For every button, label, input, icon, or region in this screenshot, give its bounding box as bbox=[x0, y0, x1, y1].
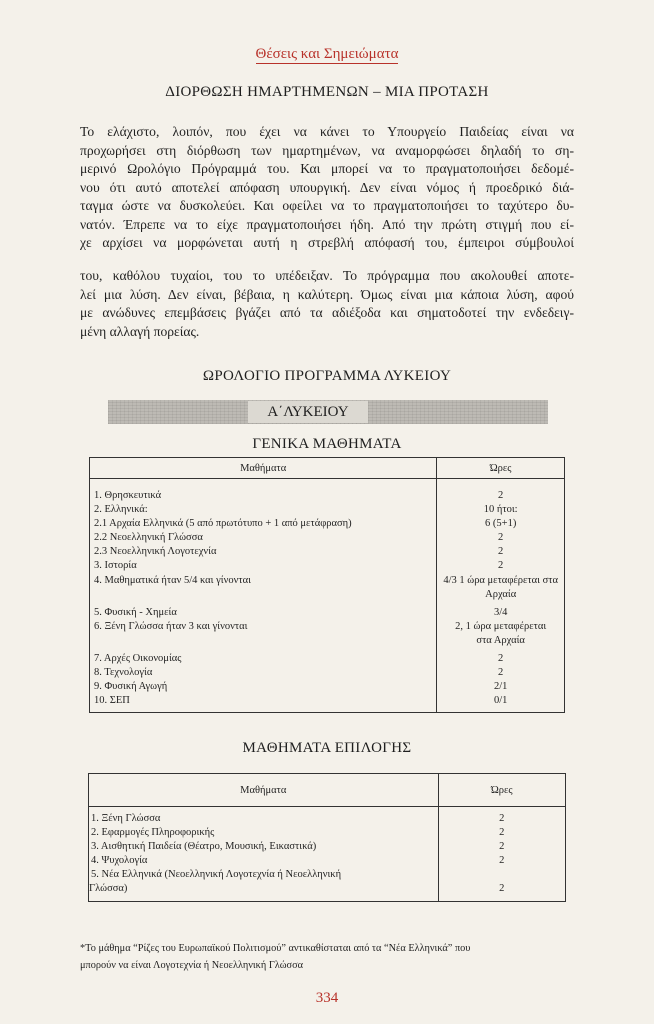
table-row: 2. Ελληνικά: bbox=[94, 504, 148, 516]
table-row: 2.3 Νεοελληνική Λογοτεχνία bbox=[94, 546, 217, 558]
table-row: 7. Αρχές Οικονομίας bbox=[94, 653, 182, 665]
running-head: Θέσεις και Σημειώματα bbox=[255, 46, 399, 62]
table-row: 5. Φυσική - Χημεία bbox=[94, 606, 177, 618]
paragraph-2 bbox=[80, 267, 574, 341]
table-row: Γλώσσα) bbox=[89, 883, 128, 895]
text-line: με ανώδυνες επεμβάσεις βγάζει από τα αδιέξοδα και σηματοδοτεί την ενδεδειγ- bbox=[80, 305, 574, 320]
elective-subjects-table bbox=[88, 773, 566, 902]
table-row: 5. Νέα Ελληνικά (Νεοελληνική Λογοτεχνία ή Νεοελληνική bbox=[91, 869, 342, 881]
table-row: 3. Ιστορία bbox=[94, 560, 137, 572]
hours-value: 6 (5+1) bbox=[485, 518, 517, 530]
hours-value: Αρχαία bbox=[485, 588, 517, 600]
header-hours: Ώρες bbox=[438, 774, 565, 807]
text-line: ταγμα ώστε να δυσκολεύει. Και οφείλει να το πραγματοποιήσει το ταχύτερο δυ- bbox=[80, 198, 574, 213]
page-number: 334 bbox=[315, 990, 339, 1006]
table-row: 10. ΣΕΠ bbox=[94, 695, 130, 707]
article-title: ΔΙΟΡΘΩΣΗ ΗΜΑΡΤΗΜΕΝΩΝ – ΜΙΑ ΠΡΟΤΑΣΗ bbox=[165, 84, 489, 100]
hours-value: 2 bbox=[499, 855, 505, 867]
table-row: 8. Τεχνολογία bbox=[94, 667, 153, 679]
hours-value: 2 bbox=[498, 490, 504, 501]
footnote-line: μπορούν να είναι Λογοτεχνία ή Νεοελληνική Γλώσσα bbox=[80, 960, 304, 971]
table-header-row bbox=[90, 458, 565, 479]
hours-value: 2 bbox=[499, 841, 505, 853]
table-body-row bbox=[89, 807, 566, 902]
text-line: μερινό Ωρολόγιο Πρόγραμμά του. Και μπορεί να το πραγματοποιήσει δεδομέ- bbox=[80, 161, 574, 176]
text-line: μένη αλλαγή πορείας. bbox=[80, 323, 200, 339]
text-line: Το ελάχιστο, λοιπόν, που έχει να κάνει το Υπουργείο Παιδείας είναι να bbox=[80, 124, 574, 139]
hours-value: στα Αρχαία bbox=[476, 634, 525, 646]
grade-label: Α΄ΛΥΚΕΙΟΥ bbox=[248, 401, 368, 423]
hours-value: 4/3 1 ώρα μεταφέρεται στα bbox=[443, 574, 558, 586]
footnote bbox=[80, 940, 580, 974]
hours-cell bbox=[437, 479, 565, 713]
text-line: λεί μια λύση. Δεν είναι, βέβαια, η καλύτερη. Όμως είναι μια κάποια λύση, αφού bbox=[80, 286, 574, 302]
subjects-cell bbox=[90, 479, 437, 713]
table-row: 9. Φυσική Αγωγή bbox=[94, 681, 168, 693]
table-body-row bbox=[90, 479, 565, 713]
header-subjects: Μαθήματα bbox=[89, 774, 439, 807]
hours-value: 2 bbox=[499, 813, 505, 824]
subjects-cell bbox=[89, 807, 439, 902]
text-line: νατόν. Έπρεπε να το είχε πραγματοποιήσει ήδη. Από την πρώτη στιγμή που εί- bbox=[80, 216, 574, 232]
table-row: 4. Μαθηματικά ήταν 5/4 και γίνονται bbox=[94, 574, 251, 586]
paragraph-1 bbox=[80, 123, 574, 253]
text-line: του, καθόλου τυχαίοι, του το υπέδειξαν. Το πρόγραμμα που ακολουθεί αποτε- bbox=[80, 268, 574, 283]
table-row: 2.2 Νεοελληνική Γλώσσα bbox=[94, 532, 203, 544]
hours-value: 2/1 bbox=[493, 681, 508, 693]
table-row: 6. Ξένη Γλώσσα ήταν 3 και γίνονται bbox=[94, 620, 248, 632]
table-row: 1. Θρησκευτικά bbox=[94, 490, 162, 501]
hours-value: 2 bbox=[498, 532, 504, 544]
hours-value: 2 bbox=[498, 653, 504, 665]
hours-value: 3/4 bbox=[493, 606, 508, 618]
hours-cell bbox=[438, 807, 565, 902]
schedule-title: ΩΡΟΛΟΓΙΟ ΠΡΟΓΡΑΜΜΑ ΛΥΚΕΙΟΥ bbox=[202, 368, 452, 384]
table-header-row bbox=[89, 774, 566, 807]
hours-value: 2, 1 ώρα μεταφέρεται bbox=[455, 620, 547, 632]
text-line: νου ότι αυτό αποτελεί απόφαση υπουργική. Δεν είναι νόμος ή προεδρικό διά- bbox=[80, 179, 574, 195]
table-row: 2. Εφαρμογές Πληροφορικής bbox=[91, 827, 215, 839]
header-hours: Ώρες bbox=[437, 458, 565, 479]
table-row: 4. Ψυχολογία bbox=[91, 855, 148, 867]
general-subjects-table bbox=[89, 457, 565, 713]
table-row: 3. Αισθητική Παιδεία (Θέατρο, Μουσική, Εικαστικά) bbox=[91, 841, 317, 853]
elective-subjects-title: ΜΑΘΗΜΑΤΑ ΕΠΙΛΟΓΗΣ bbox=[242, 740, 412, 756]
hours-value: 2 bbox=[498, 560, 504, 572]
footnote-line: *Το μάθημα “Ρίζες του Ευρωπαϊκού Πολιτισμού” αντικαθίσταται από τα “Νέα Ελληνικά” που bbox=[80, 943, 471, 954]
hours-value: 2 bbox=[499, 827, 505, 839]
hours-value: 2 bbox=[499, 883, 505, 895]
hours-value: 10 ήτοι: bbox=[483, 504, 518, 516]
table-row: 1. Ξένη Γλώσσα bbox=[91, 813, 161, 824]
text-line: χε αρχίσει να μορφώνεται αυτή η στρεβλή απόφασή του, έμπειροι σύμβουλοί bbox=[80, 235, 574, 250]
hours-value: 2 bbox=[498, 667, 504, 679]
text-line: προχωρήσει στη διόρθωση των ημαρτημένων, να αναμορφώσει δηλαδή το ση- bbox=[80, 142, 574, 158]
general-subjects-title: ΓΕΝΙΚΑ ΜΑΘΗΜΑΤΑ bbox=[252, 436, 402, 452]
hours-value: 0/1 bbox=[493, 695, 508, 707]
hours-value bbox=[439, 868, 565, 882]
hours-value: 2 bbox=[498, 546, 504, 558]
header-subjects: Μαθήματα bbox=[90, 458, 437, 479]
table-row: 2.1 Αρχαία Ελληνικά (5 από πρωτότυπο + 1 από μετάφραση) bbox=[94, 518, 352, 530]
